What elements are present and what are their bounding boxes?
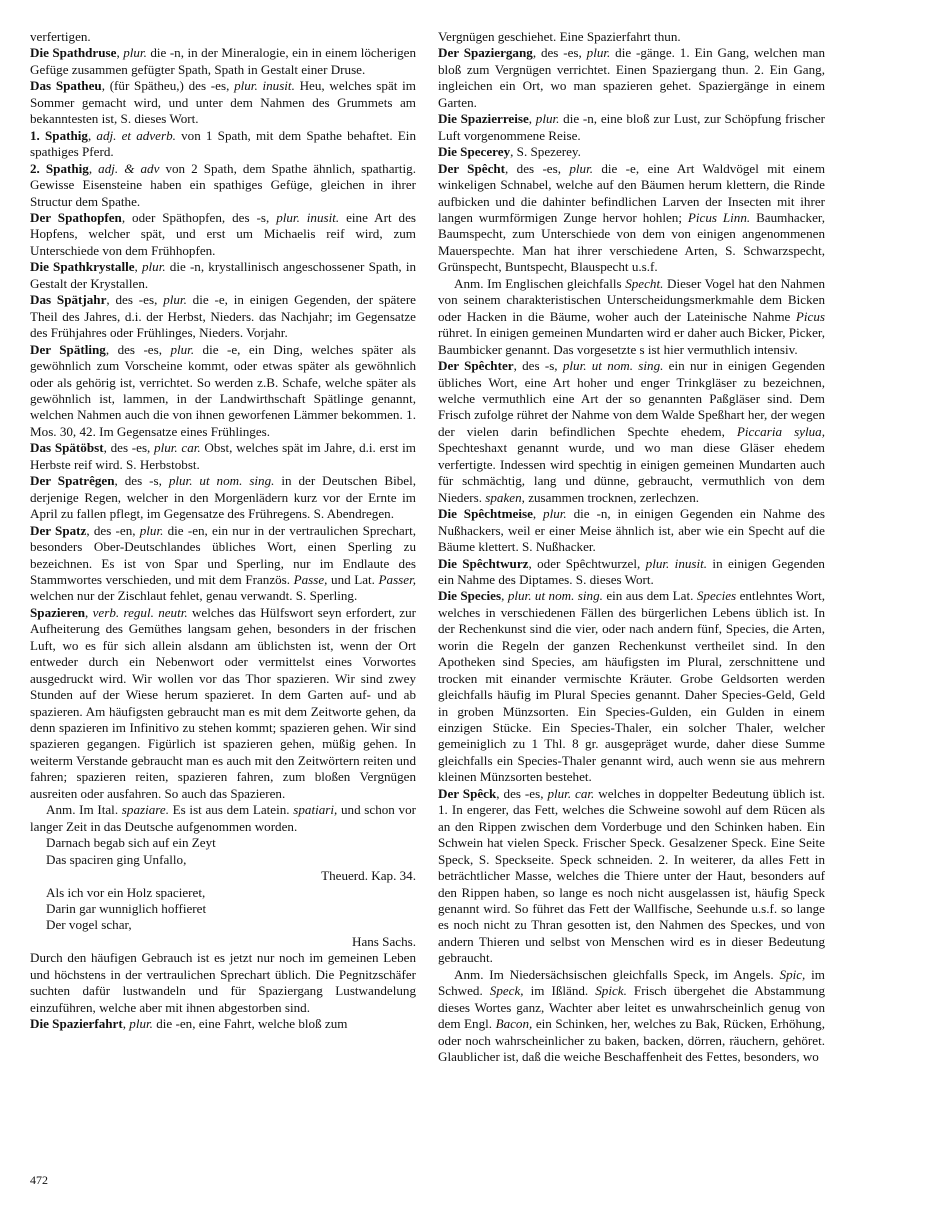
foreign-word: Piccaria sylua,	[736, 423, 825, 439]
grammar-note: plur.	[129, 1016, 153, 1032]
grammar-note: plur.	[123, 45, 147, 61]
headword: Der Spêcht	[438, 160, 506, 176]
entry: 2. Spathig, adj. & adv von 2 Spath, dem Spathe ähnlich, spathartig. Gewisse Eisensteine haben ein spathiges Gefüge, gleichen in ihrer Structur dem Spathe.	[30, 160, 416, 209]
headword: Die Spazierfahrt	[30, 1016, 123, 1032]
verse-line: Darnach begab sich auf ein Zeyt	[46, 835, 216, 851]
grammar-note: plur. ut nom. sing.	[507, 588, 603, 604]
entry-text: Vergnügen geschiehet. Eine Spazierfahrt thun.	[438, 29, 681, 44]
headword: Das Spätöbst	[30, 440, 104, 456]
entry: Die Specerey, S. Spezerey.	[438, 144, 581, 160]
entry: Der Spêcht, des -es, plur. die -e, eine Art Waldvögel mit einem winkeligen Schnabel, welche auf den Bäumen herum klettern, die Rinde aufbicken und die dahinter befindlichen Larven der Insecten mit ihrer langen wurmförmigen Zunge hervor hohlen; Picus Linn. Baumhacker, Baumspecht, zum Unterschiede von dem von einigen angenommenen Mauerspechte. Man hat ihrer verschiedene Arten, S. Schwarzspecht, Grünspecht, Buntspecht, Blauspecht u.s.f.	[438, 160, 826, 275]
entry: Das Spätöbst, des -es, plur. car. Obst, welches spät im Jahre, d.i. erst im Herbste reif wird. S. Herbstobst.	[30, 440, 416, 472]
grammar-note: plur.	[141, 259, 166, 275]
foreign-word: Specht.	[625, 275, 664, 291]
page-number: 472	[30, 1173, 48, 1187]
grammar-note: plur. car.	[547, 785, 595, 801]
entry: Das Spätjahr, des -es, plur. die -e, in einigen Gegenden, der spätere Theil des Jahres, d.i. der Herbst, Nieders. das Nachjahr; im Gegensatze des Frühjahres oder Frühlinges, Nieders. Vorjahr.	[30, 292, 416, 341]
grammar-note: plur.	[163, 292, 187, 308]
annotation: Anm. Im Englischen gleichfalls Specht. Dieser Vogel hat den Nahmen von seinem charakteristischen Unterscheidungsmerkmahle dem Bicken oder Hacken in die Bäume, woher auch der Lateinische Nahme Picus rühret. In einigen gemeinen Mundarten wird er daher auch Bicker, Picker, Baumbicker genannt. Das vorgesetzte s ist hier vermuthlich intensiv.	[438, 275, 825, 357]
headword: Die Spazierreise	[438, 111, 529, 127]
entry: Der Spêck, des -es, plur. car. welches in doppelter Bedeutung üblich ist. 1. In engerer, das Fett, welches die Schweine sowohl auf dem Rücen als an den Rippen zwischen dem Vorderbuge und den Schinken haben. Ein Schwein hat vielen Speck. Frischer Speck. Gesalzener Speck. Eine Seite Speck, S. Speckseite. Speck schneiden. 2. In weiterer, da alles Fett in beträchtlicher Masse, welches die Thiere unter der Haut, besonders auf den Rippen haben, so lange es noch nicht ausgelassen ist, häufig Speck genannt wird. So führet das Fett der Wallfische, Seehunde u.s.f. so lange es noch nicht zu Thran gesotten ist, den Nahmen des Speckes, und von andern Thieren und selbst von Menschen wird es in dieser Bedeutung gebraucht.	[438, 785, 825, 966]
foreign-word: spaziare.	[121, 802, 169, 818]
entry: Der Spathopfen, oder Späthopfen, des -s, plur. inusit. eine Art des Hopfens, welcher spät, und erst um Michaelis reif wird, zum Unterschiede von dem Frühhopfen.	[30, 209, 416, 258]
grammar-note: plur.	[543, 506, 567, 522]
entry: Die Spathdruse, plur. die -n, in der Mineralogie, ein in einem löcherigen Gefüge zusammen gefügter Spath, Spath in Gestalt einer Druse.	[30, 45, 417, 77]
headword: 1. Spathig	[30, 127, 88, 143]
entry: 1. Spathig, adj. et adverb. von 1 Spath, mit dem Spathe behaftet. Ein spathiges Pferd.	[30, 127, 416, 160]
entry: Die Spêchtwurz, oder Spêchtwurzel, plur. inusit. in einigen Gegenden ein Nahme des Diptames. S. dieses Wort.	[438, 555, 825, 587]
grammar-note: plur.	[586, 45, 611, 61]
foreign-word: spaken,	[485, 489, 525, 505]
foreign-word: Species	[696, 588, 737, 604]
headword: Das Spätjahr	[30, 292, 107, 308]
headword: Der Spêck	[438, 785, 497, 801]
verse-line: Darin gar wunniglich hoffieret	[46, 901, 207, 917]
headword: Der Spatz	[30, 522, 87, 538]
entry: Die Spathkrystalle, plur. die -n, krystallinisch angeschossener Spath, in Gestalt der Krystallen.	[30, 259, 417, 291]
entry: Spazieren, verb. regul. neutr. welches das Hülfswort seyn erfordert, zur Aufheiterung des Gemüthes langsam gehen, besonders in der frischen Luft, wo es für sich allein alsdann am üblichsten ist, wenn der Ort entweder durch ein Nebenwort oder vermittelst eines Vorwortes ausgedruckt wird. Wir wollen vor das Thor spazieren. Wir sind zwey Stunden auf der Wiese herum spazieret. In dem Garten auf- und ab spazieren. Am häufigsten gebraucht man es mit dem Zeitworte gehen, da denn spazieren im Infinitivo zu stehen kommt; spazieren gehen. Wir sind spazieren gegangen. Figürlich ist spazieren gehen, müßig gehen. In weiterm Verstande gebraucht man es auch mit den Zeitwörtern reiten und fahren; spazieren reiten, spazieren fahren, zum bloßen Vergnügen ausreiten oder ausfahren. So auch das Spazieren.	[30, 604, 417, 801]
verse-line: Als ich vor ein Holz spacieret,	[46, 884, 206, 900]
foreign-word: Bacon,	[495, 1016, 533, 1032]
headword: Der Spatrêgen	[30, 473, 115, 489]
verse-line: Der vogel schar,	[46, 917, 132, 933]
entry: Der Spêchter, des -s, plur. ut nom. sing. ein nur in einigen Gegenden übliches Wort, eine Art hoher und enger Trinkgläser zu bezeichnen, welche vermuthlich eine Art der so genannten Paßgläser sind. Dem Frisch zufolge rühret der Nahme von dem Walde Speßhart her, der wegen der vielen darin befindlichen Spechte ehedem, Piccaria sylua, Spechteshaxt genannt wurde, und wo man diese Gläser ehedem verfertigte. Indessen wird spechtig in einigen gemeinen Mundarten auch für schmächtig, lang und dünne, gebraucht, vermuthlich von dem Nieders. spaken, zusammen trocknen, zerlechzen.	[438, 358, 826, 505]
grammar-note: plur. inusit.	[645, 555, 708, 571]
entry: Der Spatrêgen, des -s, plur. ut nom. sing. in der Deutschen Bibel, derjenige Regen, welcher in den Morgenlädern kurz vor der Ernte im April zu fallen pflegt, im Gegensatze des Frühregens. S. Abendregen.	[30, 473, 417, 522]
headword: Der Spaziergang	[438, 45, 533, 61]
foreign-word: Spic,	[779, 966, 806, 982]
foreign-word: Speck,	[489, 983, 524, 999]
headword: Der Spätling	[30, 341, 106, 357]
headword: Spazieren	[30, 604, 86, 620]
entry: Der Spatz, des -en, plur. die -en, ein nur in der vertraulichen Sprechart, besonders Ober-Deutschlandes übliches Wort, einen Sperling zu bezeichnen. Es ist von Spar und Sperling, nur im Endlaute des Stammwortes verschieden, und mit dem Französ. Passe, und Lat. Passer, welchen nur der Zischlaut fehlet, genau verwandt. S. Sperling.	[30, 522, 417, 604]
entry: Die Spêchtmeise, plur. die -n, in einigen Gegenden ein Nahme des Nußhackers, weil er einer Meise ähnlich ist, aber wie ein Specht auf die Bäume klettert. S. Nußhacker.	[438, 506, 825, 555]
right-column	[438, 29, 825, 1066]
headword: Das Spatheu	[30, 78, 102, 94]
entry: Die Species, plur. ut nom. sing. ein aus dem Lat. Species entlehntes Wort, welches in verschiedenen Fällen des bürgerlichen Lebens üblich ist. In der Rechenkunst sind die vier, oder nach andern fünf, Species, die Arten, worin die Regeln der ganzen Rechenkunst vertheilet sind. In den Apotheken sind Species, am häufigsten im Plural, zerschnittene und trocken mit einander vermischte Kräuter. Grobe Geldsorten werden gleichfalls häufig im Plural Species genannt. Daher Species-Geld, Geld in groben Münzsorten. Ein Species-Gulden, ein Gulden in einem einzigen Stücke. Ein Species-Thaler, ein solcher Thaler, welcher gemeiniglich zu 1 Thl. 8 gr. ausgepräget wurde, daher diese Summe gleichfalls ein Species-Thaler genannt wird, auch wenn sie aus mehrern kleinen Münzsorten bestehet.	[438, 588, 825, 785]
verse-quote	[30, 835, 416, 950]
grammar-note: plur. car.	[154, 440, 201, 456]
entry: Der Spaziergang, des -es, plur. die -gänge. 1. Ein Gang, welchen man bloß zum Vergnügen verrichtet. Einen Spaziergang thun. 2. Ein Gang, ingleichen ein Ort, wo man spazieren gehet. Spaziergänge in einem Garten.	[438, 45, 825, 110]
headword: 2. Spathig	[30, 160, 89, 176]
grammar-note: plur.	[139, 522, 164, 538]
headword: Die Spêchtwurz	[438, 555, 529, 571]
headword: Der Spathopfen	[30, 209, 122, 225]
grammar-note: verb. regul. neutr.	[92, 604, 188, 620]
foreign-word: Passe,	[293, 571, 328, 587]
entry-text: Durch den häufigen Gebrauch ist es jetzt nur noch im gemeinen Leben und höchstens in der vertraulichen Sprechart üblich. Die Pegnitzschäfer suchten dafür lustwandeln und für Spaziergang Lustwandelung einzuführen, welche aber mit ihnen abgestorben sind.	[30, 950, 416, 1015]
grammar-note: plur.	[170, 341, 195, 357]
headword: Die Specerey	[438, 144, 511, 160]
foreign-word: Picus	[795, 308, 825, 324]
entry-text: verfertigen.	[30, 29, 91, 44]
grammar-note: plur. ut nom. sing.	[168, 473, 275, 489]
grammar-note: plur. inusit.	[276, 209, 340, 225]
foreign-word: Spick.	[595, 983, 627, 999]
foreign-word: Passer,	[378, 571, 416, 587]
grammar-note: plur.	[569, 160, 593, 176]
foreign-word: Picus Linn.	[687, 209, 751, 225]
left-column	[30, 29, 416, 1033]
headword: Die Species	[438, 588, 502, 604]
annotation: Anm. Im Niedersächsischen gleichfalls Speck, im Angels. Spic, im Schwed. Speck, im Ißländ. Spick. Frisch übergehet die Abstammung dieses Wortes ganz, Wachter aber leitet es unwahrscheinlich genug von dem Engl. Bacon, ein Schinken, her, welches zu Bak, Rücken, Erhöhung, oder noch wahrscheinlicher zu baken, backen, dörren, räuchern, gehöret. Glaublicher ist, daß die weiche Beschaffenheit des Fettes, besonders, wo	[438, 966, 825, 1065]
headword: Die Spathdruse	[30, 45, 117, 61]
grammar-note: plur. ut nom. sing.	[562, 358, 664, 374]
headword: Der Spêchter	[438, 358, 514, 374]
foreign-word: spatiari,	[293, 802, 338, 818]
verse-source: Theuerd. Kap. 34.	[321, 868, 416, 884]
verse-line: Das spaciren ging Unfallo,	[46, 851, 187, 867]
entry: Der Spätling, des -es, plur. die -e, ein Ding, welches später als gewöhnlich zum Vorscheine kommt, oder etwas später als gewöhnlich oder als gehörig ist, verrichtet. So werden z.B. Schafe, welche später als gewöhnlich ist, lammen, in der Landwirthschaft Spätlinge genannt, welchen Nahmen auch die von ihnen geworfenen Lämmer bekommen. 1. Mos. 30, 42. Im Gegensatze eines Frühlinges.	[30, 341, 417, 439]
entry: Die Spazierfahrt, plur. die -en, eine Fahrt, welche bloß zum	[30, 1016, 348, 1032]
entry: Das Spatheu, (für Spätheu,) des -es, plur. inusit. Heu, welches spät im Sommer gemacht wird, und unter dem Nahmen des Grummets am bekanntesten ist, S. dieses Wort.	[30, 78, 416, 127]
verse-source: Hans Sachs.	[351, 933, 416, 949]
grammar-note: adj. & adv	[98, 160, 160, 176]
annotation: Anm. Im Ital. spaziare. Es ist aus dem Latein. spatiari, und schon vor langer Zeit in das Deutsche aufgenommen worden.	[30, 802, 416, 834]
headword: Die Spathkrystalle	[30, 259, 135, 275]
grammar-note: plur. inusit.	[234, 78, 295, 94]
headword: Die Spêchtmeise	[438, 506, 533, 522]
entry: Die Spazierreise, plur. die -n, eine bloß zur Lust, zur Schöpfung frischer Luft vorgenommene Reise.	[438, 111, 826, 143]
grammar-note: adj. et adverb.	[96, 127, 176, 143]
grammar-note: plur.	[535, 111, 560, 127]
